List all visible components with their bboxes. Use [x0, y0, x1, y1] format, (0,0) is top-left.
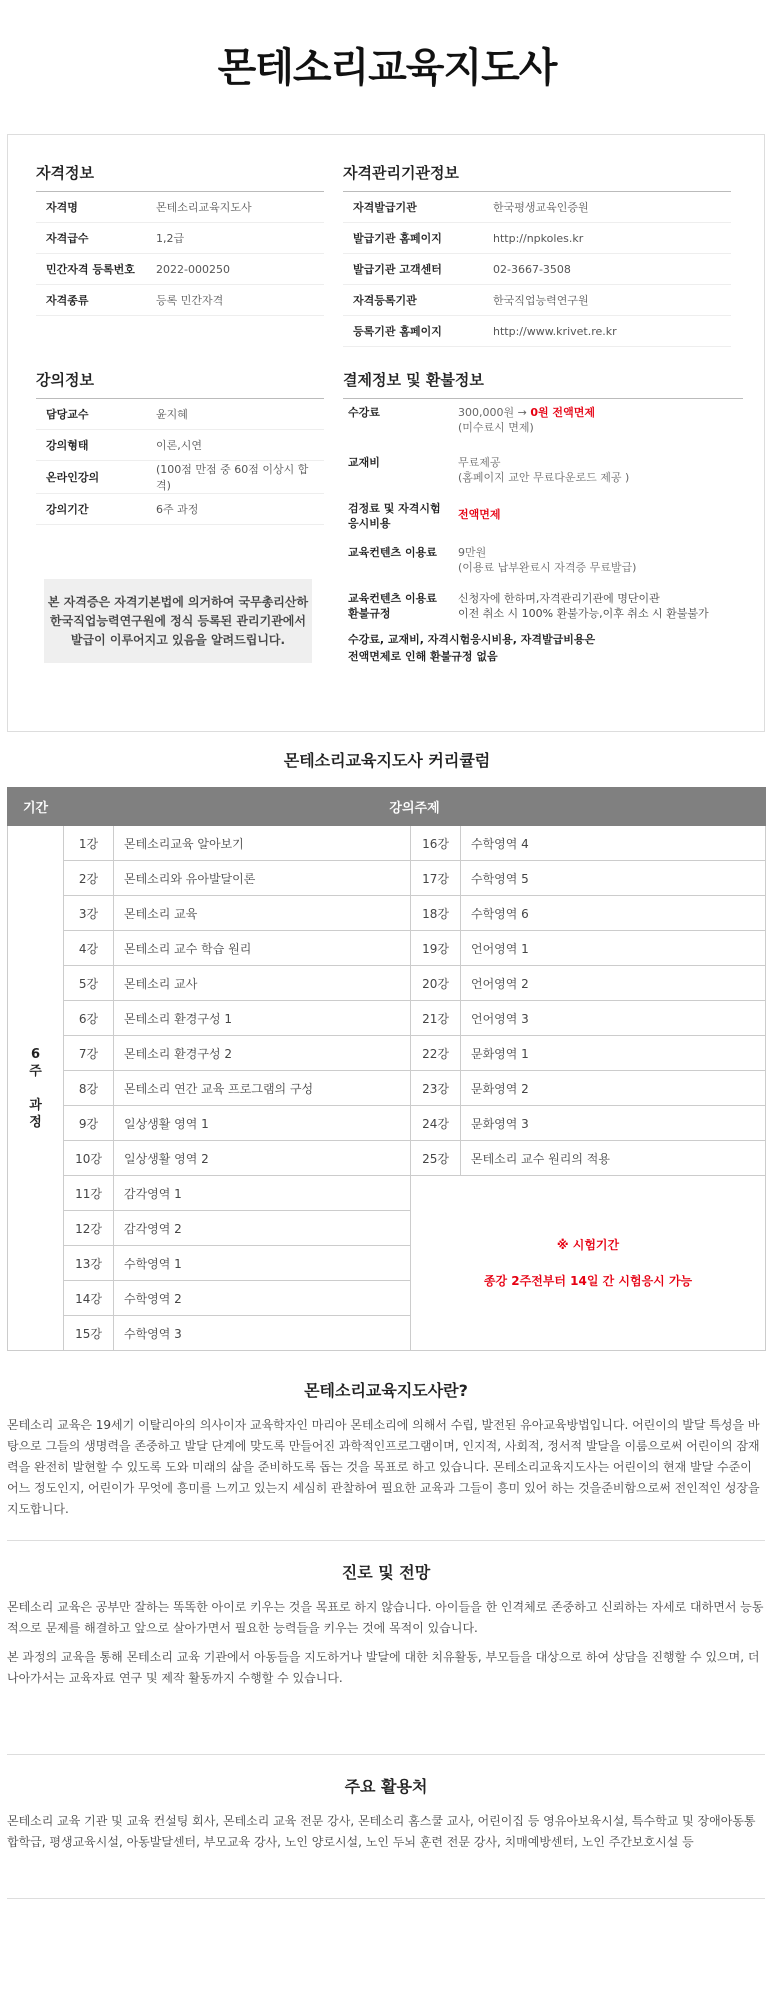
cert-info-table [36, 192, 324, 316]
career-p1: 몬테소리 교육은 공부만 잘하는 똑똑한 아이로 키우는 것을 목표로 하지 않습니다. 아이들을 한 인격체로 존중하고 신뢰하는 자세로 대하면서 능동적으로 문제를 해결하고 앞으로 살아가면서 필요한 능력들을 키우는 것에 목적이 있습니다. [7, 1600, 764, 1635]
lecture-number: 14강 [64, 1281, 114, 1316]
kv-value: 이론,시연 [146, 430, 324, 461]
lecture-number: 1강 [64, 826, 114, 861]
table-row [8, 1106, 766, 1141]
lecture-number: 24강 [411, 1106, 461, 1141]
kv-key: 자격명 [36, 192, 146, 223]
lecture-topic: 언어영역 1 [461, 931, 766, 966]
lecture-topic: 몬테소리교육 알아보기 [114, 826, 411, 861]
lecture-number: 3강 [64, 896, 114, 931]
content-fee-label: 교육컨텐츠 이용료 [348, 546, 437, 559]
period-cell: 6 주 과 정 [8, 826, 64, 1351]
kv-key: 민간자격 등록번호 [36, 254, 146, 285]
kv-value: 1,2급 [146, 223, 324, 254]
refund-line2: 이전 취소 시 100% 환불가능,이후 취소 시 환불불가 [458, 607, 709, 620]
homepage-link[interactable]: http://www.krivet.re.kr [483, 316, 731, 347]
lecture-topic: 수학영역 3 [114, 1316, 411, 1351]
lecture-topic: 언어영역 3 [461, 1001, 766, 1036]
lecture-topic: 문화영역 3 [461, 1106, 766, 1141]
lecture-number: 22강 [411, 1036, 461, 1071]
lecture-topic: 수학영역 4 [461, 826, 766, 861]
book-value: 무료제공 [458, 456, 501, 469]
curriculum-title: 몬테소리교육지도사 커리큘럼 [283, 751, 491, 770]
kv-key: 자격종류 [36, 285, 146, 316]
lecture-number: 21강 [411, 1001, 461, 1036]
divider [7, 1540, 765, 1541]
about-body: 몬테소리 교육은 19세기 이탈리아의 의사이자 교육학자인 마리아 몬테소리에 의해서 수립, 발전된 유아교육방법입니다. 어린이의 발달 특성을 바탕으로 그들의 생명력을 존중하고 발달 단계에 맞도록 만들어진 과학적인프로그램이며, 인지적, 사회적, 정서적 발달을 이룸으로써 어린이의 잠재력을 완전히 발현할 수 있도록 도와 미래의 삶을 준비하도록 돕는 것을 목표로 하고 있습니다. 몬테소리교육지도사는 어린이의 현재 발달 수준이 어느 정도인지, 어린이가 무엇에 흥미를 느끼고 있는지 세심히 관찰하여 필요한 교육과 그들이 흥미 있어 하는 것을준비함으로써 전인적인 성장을 지도합니다. [7, 1418, 760, 1516]
table-row [8, 1071, 766, 1106]
refund-label: 교육컨텐츠 이용료 환불규정 [348, 592, 437, 620]
content-fee-value: 9만원 [458, 546, 487, 559]
kv-value: 한국평생교육인증원 [483, 192, 731, 223]
col-period-header: 기간 [8, 788, 64, 826]
career-section [7, 1560, 765, 1697]
payment-info-heading: 결제정보 및 환불정보 [343, 369, 743, 399]
career-title: 진로 및 전망 [341, 1563, 431, 1582]
kv-key: 강의형태 [36, 430, 146, 461]
usage-body: 몬테소리 교육 기관 및 교육 컨설팅 회사, 몬테소리 교육 전문 강사, 몬테소리 홈스쿨 교사, 어린이집 등 영유아보육시설, 특수학교 및 장애아동통합학급, 평생교육시설, 아동발달센터, 부모교육 강사, 노인 양로시설, 노인 두뇌 훈련 전문 강사, 치매예방센터, 노인 주간보호시설 등 [7, 1814, 756, 1849]
lecture-topic: 수학영역 1 [114, 1246, 411, 1281]
lecture-number: 5강 [64, 966, 114, 1001]
book-label: 교재비 [348, 456, 380, 469]
cert-info-heading: 자격정보 [36, 162, 324, 192]
lecture-topic: 감각영역 2 [114, 1211, 411, 1246]
table-row [8, 931, 766, 966]
lecture-topic: 몬테소리 환경구성 1 [114, 1001, 411, 1036]
exam-period-cell [411, 1176, 766, 1351]
divider [7, 1898, 765, 1899]
kv-key: 등록기관 홈페이지 [343, 316, 483, 347]
agency-info-table [343, 192, 731, 347]
career-p2: 본 과정의 교육을 통해 몬테소리 교육 기관에서 아동들을 지도하거나 발달에 대한 치유활동, 부모들을 대상으로 하여 상담을 진행할 수 있으며, 더 나아가서는 교육자료 연구 및 제작 활동까지 수행할 수 있습니다. [7, 1650, 760, 1685]
lecture-number: 8강 [64, 1071, 114, 1106]
lecture-topic: 문화영역 1 [461, 1036, 766, 1071]
lecture-number: 13강 [64, 1246, 114, 1281]
lecture-number: 16강 [411, 826, 461, 861]
lecture-number: 4강 [64, 931, 114, 966]
lecture-number: 2강 [64, 861, 114, 896]
kv-key: 발급기관 고객센터 [343, 254, 483, 285]
tuition-sub: (미수료시 면제) [458, 421, 534, 434]
lecture-topic: 몬테소리 교수 학습 원리 [114, 931, 411, 966]
kv-value: 6주 과정 [146, 494, 324, 525]
lecture-topic: 수학영역 5 [461, 861, 766, 896]
agency-info-section [343, 162, 731, 347]
lecture-topic: 일상생활 영역 1 [114, 1106, 411, 1141]
lecture-topic: 수학영역 6 [461, 896, 766, 931]
kv-value: 윤지혜 [146, 399, 324, 430]
lecture-topic: 몬테소리 연간 교육 프로그램의 구성 [114, 1071, 411, 1106]
refund-note-line2: 전액면제로 인해 환불규정 없음 [348, 650, 498, 663]
kv-key: 온라인강의 [36, 461, 146, 494]
refund-note-line1: 수강료, 교재비, 자격시험응시비용, 자격발급비용은 [348, 633, 596, 646]
lecture-topic: 감각영역 1 [114, 1176, 411, 1211]
lecture-topic: 몬테소리와 유아발달이론 [114, 861, 411, 896]
lecture-topic: 일상생활 영역 2 [114, 1141, 411, 1176]
lecture-number: 10강 [64, 1141, 114, 1176]
kv-key: 발급기관 홈페이지 [343, 223, 483, 254]
lecture-topic: 문화영역 2 [461, 1071, 766, 1106]
lecture-topic: 수학영역 2 [114, 1281, 411, 1316]
lecture-number: 17강 [411, 861, 461, 896]
exam-period-title: ※ 시험기간 [556, 1238, 620, 1252]
exam-fee-label: 검정료 및 자격시험 응시비용 [348, 502, 441, 530]
kv-key: 강의기간 [36, 494, 146, 525]
refund-line1: 신청자에 한하며,자격관리기관에 명단이관 [458, 592, 660, 605]
agency-info-heading: 자격관리기관정보 [343, 162, 731, 192]
lecture-topic: 몬테소리 교육 [114, 896, 411, 931]
table-row [8, 896, 766, 931]
lecture-number: 6강 [64, 1001, 114, 1036]
about-title: 몬테소리교육지도사란? [304, 1381, 468, 1400]
lecture-number: 18강 [411, 896, 461, 931]
tuition-label: 수강료 [348, 406, 380, 419]
kv-value: 02-3667-3508 [483, 254, 731, 285]
lecture-number: 19강 [411, 931, 461, 966]
cert-info-section [36, 162, 324, 316]
about-section [7, 1378, 765, 1528]
lecture-number: 15강 [64, 1316, 114, 1351]
kv-key: 자격급수 [36, 223, 146, 254]
content-fee-sub: (이용료 납부완료시 자격증 무료발급) [458, 561, 637, 574]
usage-title: 주요 활용처 [344, 1777, 428, 1796]
kv-value: (100점 만점 중 60점 이상시 합격) [146, 461, 324, 494]
refund-note [343, 631, 743, 665]
lecture-info-table [36, 399, 324, 525]
kv-key: 자격발급기관 [343, 192, 483, 223]
table-row [8, 1001, 766, 1036]
curriculum-table [7, 787, 766, 1351]
exam-period-desc: 종강 2주전부터 14일 간 시험응시 가능 [483, 1274, 693, 1288]
info-box [7, 134, 765, 732]
divider [7, 1754, 765, 1755]
table-row [8, 966, 766, 1001]
lecture-number: 11강 [64, 1176, 114, 1211]
lecture-number: 25강 [411, 1141, 461, 1176]
page-title: 몬테소리교육지도사 [217, 45, 557, 91]
lecture-topic: 몬테소리 교수 원리의 적용 [461, 1141, 766, 1176]
kv-value: 2022-000250 [146, 254, 324, 285]
lecture-info-section [36, 369, 324, 525]
tuition-free: 0원 전액면제 [530, 406, 595, 419]
lecture-number: 12강 [64, 1211, 114, 1246]
kv-value: 등록 민간자격 [146, 285, 324, 316]
lecture-topic: 몬테소리 환경구성 2 [114, 1036, 411, 1071]
lecture-topic: 언어영역 2 [461, 966, 766, 1001]
lecture-number: 9강 [64, 1106, 114, 1141]
kv-key: 담당교수 [36, 399, 146, 430]
kv-value: 한국직업능력연구원 [483, 285, 731, 316]
exam-fee-value: 전액면제 [458, 508, 501, 521]
lecture-info-heading: 강의정보 [36, 369, 324, 399]
col-topic-header: 강의주제 [64, 788, 766, 826]
payment-table [343, 399, 743, 627]
table-row [8, 1176, 766, 1211]
table-row [8, 1036, 766, 1071]
table-row [8, 861, 766, 896]
lecture-number: 23강 [411, 1071, 461, 1106]
table-row [8, 826, 766, 861]
payment-info-section [343, 369, 743, 665]
homepage-link[interactable]: http://npkoles.kr [483, 223, 731, 254]
kv-key: 자격등록기관 [343, 285, 483, 316]
lecture-topic: 몬테소리 교사 [114, 966, 411, 1001]
book-sub: (홈페이지 교안 무료다운로드 제공 ) [458, 471, 630, 484]
usage-section [7, 1774, 765, 1861]
tuition-price: 300,000원 → [458, 406, 531, 419]
lecture-number: 7강 [64, 1036, 114, 1071]
table-row [8, 1141, 766, 1176]
lecture-number: 20강 [411, 966, 461, 1001]
cert-notice: 본 자격증은 자격기본법에 의거하여 국무총리산하 한국직업능력연구원에 정식 등록된 관리기관에서 발급이 이루어지고 있음을 알려드립니다. [44, 579, 312, 663]
kv-value: 몬테소리교육지도사 [146, 192, 324, 223]
